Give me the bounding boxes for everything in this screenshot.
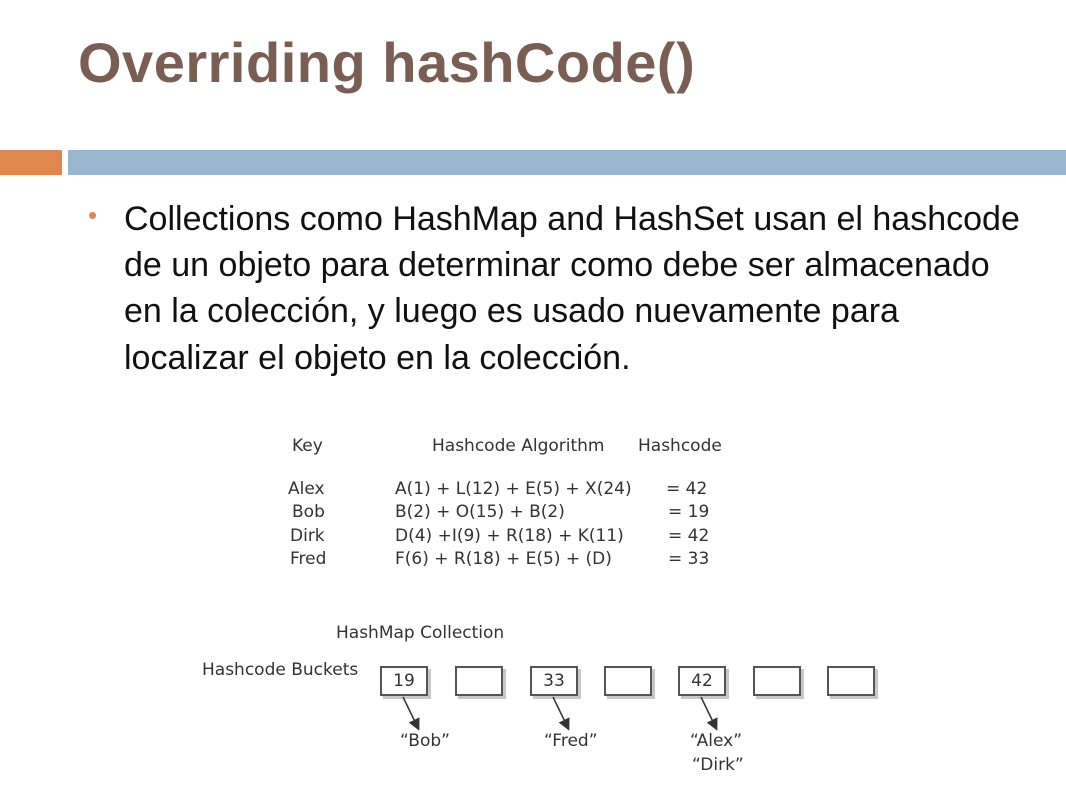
- header-algorithm: Hashcode Algorithm: [432, 436, 605, 456]
- slide-title: Overriding hashCode(): [78, 31, 696, 94]
- target-label: “Dirk”: [692, 755, 744, 775]
- arrow-alex-dirk: [701, 697, 716, 728]
- arrow-fred: [553, 697, 568, 728]
- bullet-marker: •: [88, 200, 98, 230]
- row-algorithm: B(2) + O(15) + B(2): [395, 502, 565, 522]
- row-hashcode: = 42: [668, 526, 710, 546]
- row-algorithm: F(6) + R(18) + E(5) + (D): [395, 549, 612, 569]
- arrow-bob: [403, 697, 418, 728]
- row-algorithm: D(4) +I(9) + R(18) + K(11): [395, 526, 624, 546]
- target-label: “Alex”: [690, 731, 742, 751]
- collection-title: HashMap Collection: [336, 623, 505, 643]
- row-hashcode: = 19: [668, 502, 710, 522]
- target-label: “Fred”: [544, 731, 598, 751]
- row-key: Bob: [292, 502, 325, 522]
- bucket: 33: [530, 666, 578, 696]
- bucket: 19: [380, 666, 428, 696]
- row-key: Alex: [288, 479, 325, 499]
- row-key: Dirk: [290, 526, 325, 546]
- row-key: Fred: [290, 549, 327, 569]
- header-hashcode: Hashcode: [638, 436, 722, 456]
- header-key: Key: [292, 436, 323, 456]
- buckets-label: Hashcode Buckets: [202, 660, 359, 680]
- bullet-text: Collections como HashMap and HashSet usan el hashcode de un objeto para determinar como debe ser almacenado en la colección, y luego es usado nuevamente para localizar el objeto en la colección.: [124, 200, 1020, 377]
- target-label: “Bob”: [400, 731, 450, 751]
- bucket: 42: [678, 666, 726, 696]
- row-hashcode: = 42: [666, 479, 708, 499]
- row-hashcode: = 33: [668, 549, 710, 569]
- row-algorithm: A(1) + L(12) + E(5) + X(24): [395, 479, 632, 499]
